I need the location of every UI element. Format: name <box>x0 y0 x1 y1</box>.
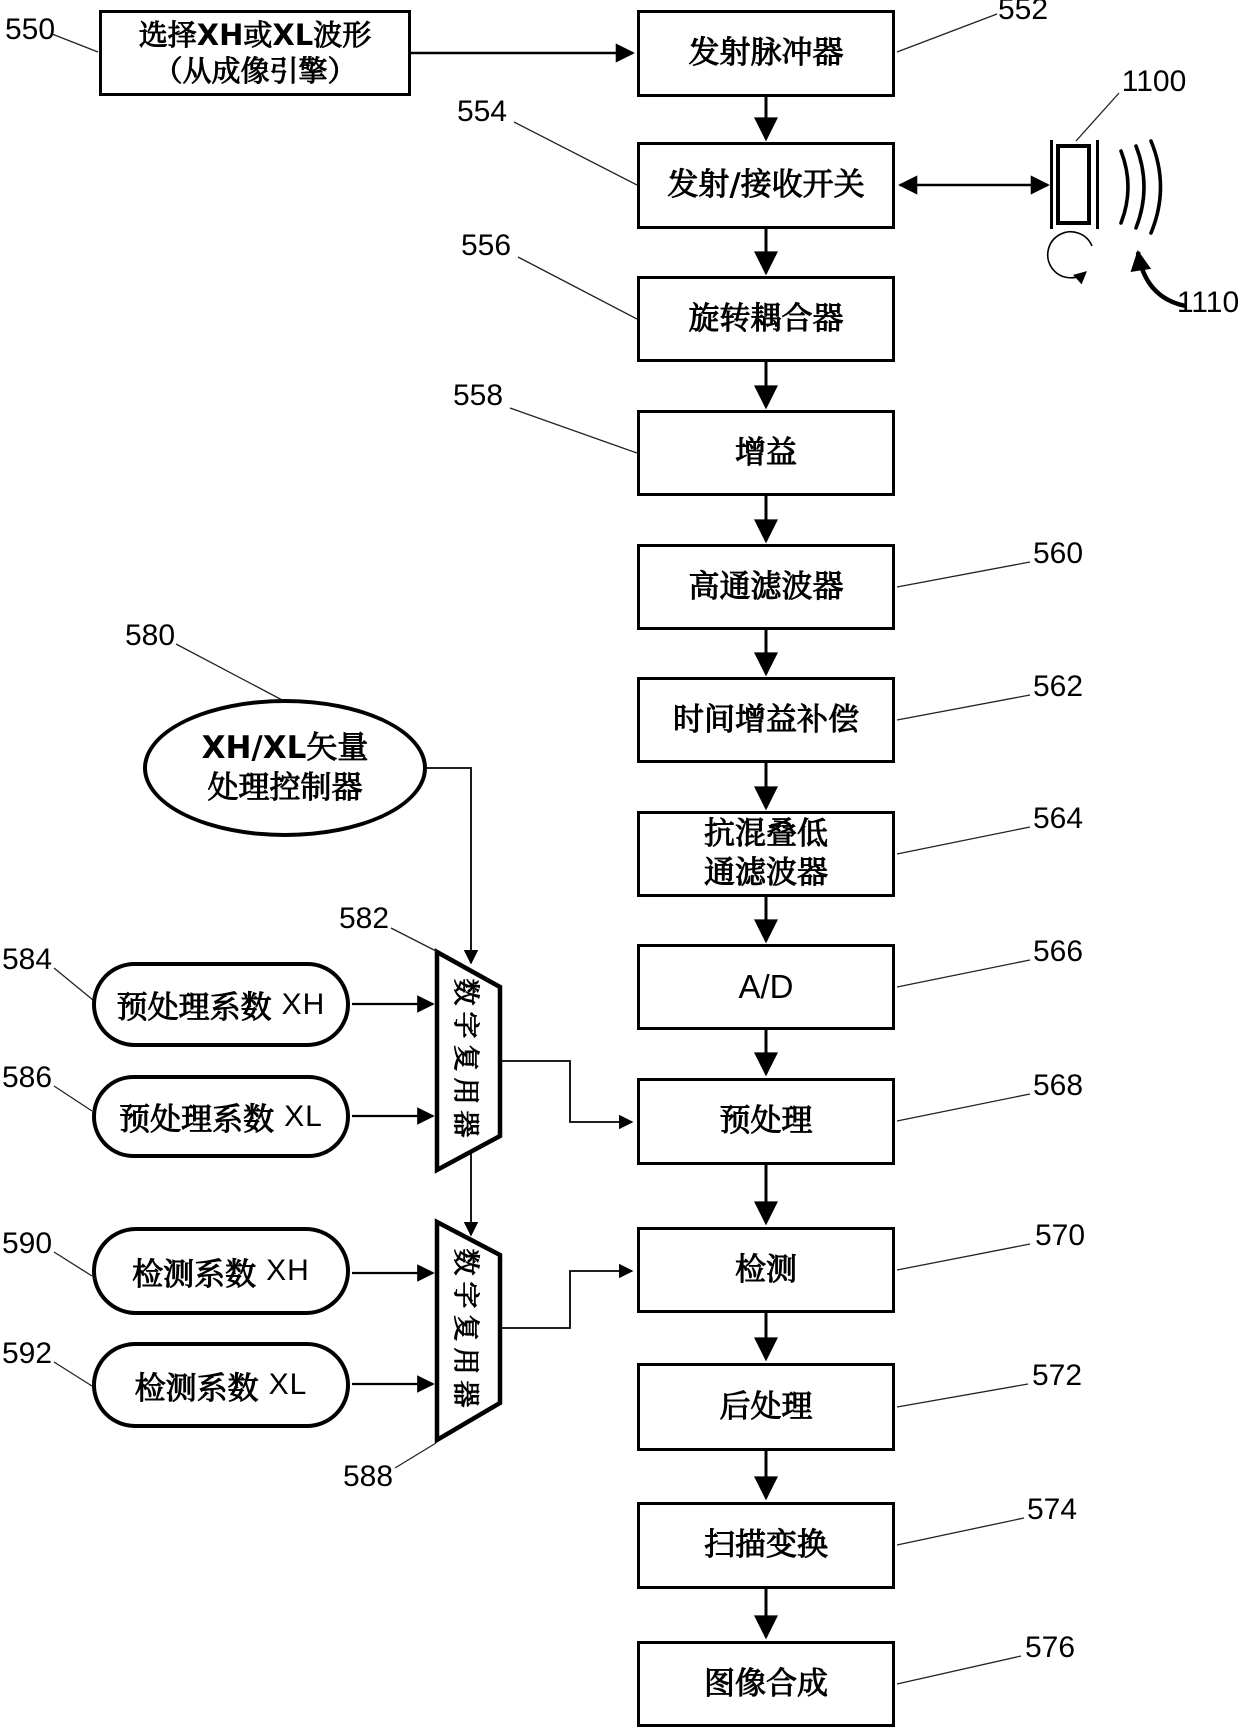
ref-564: 564 <box>1032 802 1084 835</box>
block-highpass-filter <box>637 544 895 630</box>
coeff-detection-xl <box>92 1342 350 1428</box>
ref-558: 558 <box>452 379 504 412</box>
coefficient-arrows <box>352 1004 433 1384</box>
block-antialias-lowpass-filter <box>637 811 895 897</box>
block-transmit-receive-switch-label: 发射/接收开关 <box>667 167 865 204</box>
block-detection <box>637 1227 895 1313</box>
ref-592: 592 <box>1 1337 53 1370</box>
ref-590: 590 <box>1 1227 53 1260</box>
ref-552: 552 <box>997 0 1049 26</box>
ref-560: 560 <box>1032 537 1084 570</box>
block-transmit-pulser-label: 发射脉冲器 <box>688 35 844 72</box>
rotation-arrow-icon <box>1048 232 1092 278</box>
ref-580: 580 <box>124 619 176 652</box>
block-image-compounding-label: 图像合成 <box>704 1665 828 1702</box>
ref-582: 582 <box>338 902 390 935</box>
block-gain-label: 增益 <box>735 434 797 471</box>
block-antialias-lowpass-line1: 抗混叠低 <box>704 816 828 853</box>
block-rotary-coupler-label: 旋转耦合器 <box>688 300 844 337</box>
coeff-detection-xh-variant: XH <box>266 1254 310 1287</box>
ref-562: 562 <box>1032 670 1084 703</box>
coeff-preprocess-xh-name: 预处理系数 <box>116 990 272 1026</box>
vector-processing-controller <box>143 699 427 837</box>
coeff-preprocess-xl-variant: XL <box>284 1099 323 1133</box>
block-postprocessing-label: 后处理 <box>719 1388 813 1425</box>
ref-576: 576 <box>1024 1631 1076 1664</box>
block-scan-conversion <box>637 1502 895 1589</box>
ref-568: 568 <box>1032 1069 1084 1102</box>
ref-584: 584 <box>1 943 53 976</box>
block-ad-converter-label: A/D <box>738 968 794 1006</box>
block-rotary-coupler <box>637 276 895 362</box>
block-transmit-receive-switch <box>637 142 895 229</box>
leader-lines <box>52 14 1119 1684</box>
block-antialias-lowpass-line2: 通滤波器 <box>704 855 828 891</box>
mux-output-wires <box>500 1061 632 1328</box>
coeff-detection-xl-name: 检测系数 <box>134 1370 259 1407</box>
ref-588: 588 <box>342 1460 394 1493</box>
block-detection-label: 检测 <box>735 1251 797 1288</box>
ref-556: 556 <box>460 229 512 262</box>
block-scan-conversion-label: 扫描变换 <box>704 1527 828 1564</box>
coeff-detection-xl-variant: XL <box>268 1368 308 1401</box>
ref-570: 570 <box>1034 1219 1086 1252</box>
block-time-gain-compensation <box>637 677 895 763</box>
block-transmit-pulser <box>637 10 895 97</box>
ref-566: 566 <box>1032 935 1084 968</box>
block-gain <box>637 410 895 496</box>
ref-1110: 1110 <box>1176 286 1240 319</box>
block-select-waveform <box>99 10 411 96</box>
coeff-preprocess-xh-variant: XH <box>281 987 326 1021</box>
coeff-detection-xh-name: 检测系数 <box>132 1256 257 1293</box>
coeff-preprocess-xl <box>92 1075 350 1158</box>
coeff-preprocess-xh <box>92 962 350 1047</box>
block-highpass-filter-label: 高通滤波器 <box>688 568 844 605</box>
ref-1100: 1100 <box>1121 65 1187 98</box>
transducer-icon <box>1052 140 1098 229</box>
controller-line1: XH/XL矢量 <box>201 729 369 766</box>
block-preprocessing-label: 预处理 <box>719 1103 813 1140</box>
mux-lower-label: 数字复用器 <box>449 1248 481 1414</box>
ref-572: 572 <box>1031 1359 1083 1392</box>
coeff-preprocess-xl-name: 预处理系数 <box>119 1102 275 1138</box>
coeff-detection-xh <box>92 1227 350 1315</box>
block-select-waveform-line1: 选择XH或XL波形 <box>138 17 372 52</box>
ref-586: 586 <box>1 1061 53 1094</box>
block-postprocessing <box>637 1363 895 1451</box>
block-time-gain-compensation-label: 时间增益补偿 <box>673 701 859 738</box>
block-ad-converter <box>637 944 895 1030</box>
mux-upper-label: 数字复用器 <box>449 978 481 1144</box>
block-image-compounding <box>637 1641 895 1727</box>
block-preprocessing <box>637 1078 895 1165</box>
ref-554: 554 <box>456 95 508 128</box>
controller-line2: 处理控制器 <box>207 770 363 806</box>
ref-574: 574 <box>1026 1493 1078 1526</box>
block-select-waveform-line2: （从成像引擎） <box>153 54 357 88</box>
sound-waves-icon <box>1121 141 1161 233</box>
ref-550: 550 <box>4 13 56 46</box>
